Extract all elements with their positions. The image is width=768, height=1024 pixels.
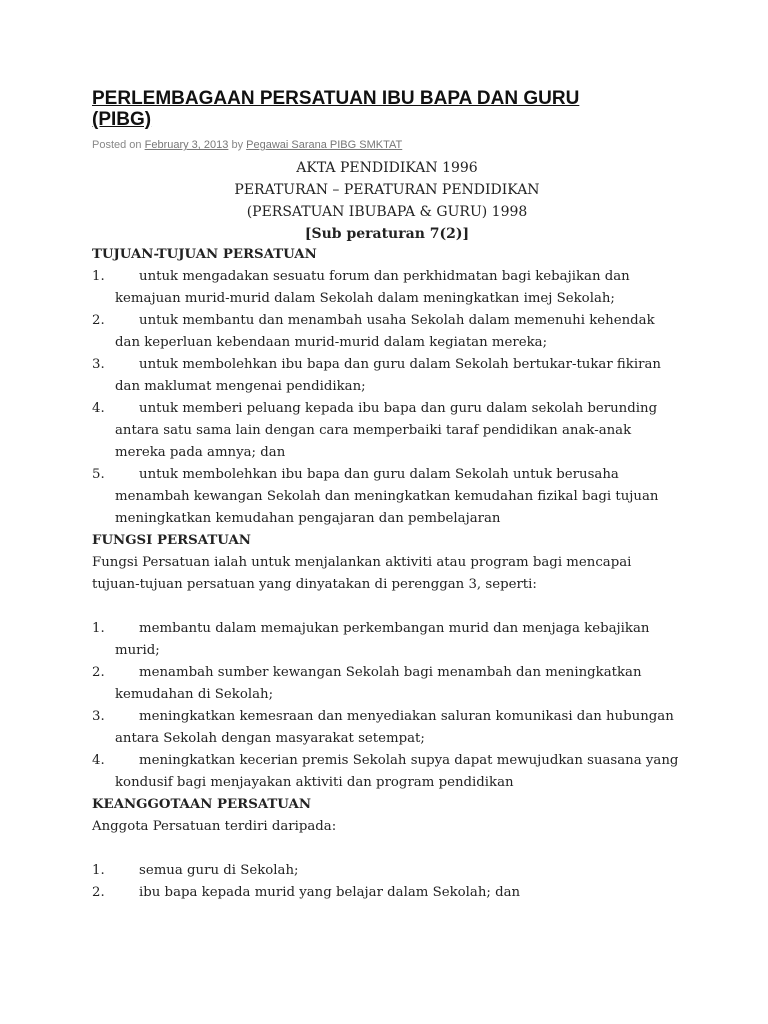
- list-text: semua guru di Sekolah;: [139, 863, 299, 878]
- list-item: [92, 706, 682, 750]
- fungsi-list: [92, 618, 682, 794]
- list-number: 5.: [92, 467, 105, 482]
- list-text: meningkatkan kecerian premis Sekolah supya dapat mewujudkan suasana yang kondusif bagi menjayakan aktiviti dan program pendidikan: [115, 753, 679, 790]
- list-number: 1.: [92, 269, 105, 284]
- list-number: 1.: [92, 621, 105, 636]
- list-item: [92, 354, 682, 398]
- post-author-link[interactable]: Pegawai Sarana PIBG SMKTAT: [246, 139, 403, 151]
- list-number: 1.: [92, 863, 105, 878]
- act-heading-line: AKTA PENDIDIKAN 1996: [296, 160, 478, 176]
- act-heading: [92, 157, 682, 245]
- keanggotaan-list: [92, 860, 682, 904]
- by-label: by: [231, 139, 244, 151]
- section-title-keanggotaan: KEANGGOTAAN PERSATUAN: [92, 797, 311, 812]
- list-text: menambah sumber kewangan Sekolah bagi menambah dan meningkatkan kemudahan di Sekolah;: [115, 665, 642, 702]
- list-number: 3.: [92, 709, 105, 724]
- list-number: 2.: [92, 885, 105, 900]
- list-item: [92, 662, 682, 706]
- list-text: meningkatkan kemesraan dan menyediakan saluran komunikasi dan hubungan antara Sekolah dengan masyarakat setempat;: [115, 709, 674, 746]
- act-heading-line: (PERSATUAN IBUBAPA & GURU) 1998: [246, 204, 528, 220]
- list-text: untuk memberi peluang kepada ibu bapa dan guru dalam sekolah berunding antara satu sama lain dengan cara memperbaiki taraf pendidikan anak-anak mereka pada amnya; dan: [115, 401, 658, 460]
- post-date-link[interactable]: February 3, 2013: [144, 139, 229, 151]
- tujuan-list: [92, 266, 682, 530]
- list-item: [92, 310, 682, 354]
- list-text: untuk membolehkan ibu bapa dan guru dalam Sekolah untuk berusaha menambah kewangan Sekolah dan meningkatkan kemudahan fizikal bagi tujuan meningkatkan kemudahan pengajaran dan pembelajaran: [115, 467, 659, 526]
- fungsi-intro: Fungsi Persatuan ialah untuk menjalankan aktiviti atau program bagi mencapai tujuan-tujuan persatuan yang dinyatakan di perenggan 3, seperti:: [92, 555, 632, 592]
- list-number: 4.: [92, 401, 105, 416]
- list-number: 2.: [92, 313, 105, 328]
- list-number: 3.: [92, 357, 105, 372]
- post-title[interactable]: PERLEMBAGAAN PERSATUAN IBU BAPA DAN GURU (PIBG): [92, 88, 580, 130]
- list-number: 2.: [92, 665, 105, 680]
- list-item: [92, 464, 682, 530]
- list-item: [92, 860, 682, 882]
- section-title-tujuan: TUJUAN-TUJUAN PERSATUAN: [92, 247, 317, 262]
- list-item: [92, 266, 682, 310]
- posted-on-label: Posted on: [92, 139, 142, 151]
- act-heading-line: [Sub peraturan 7(2)]: [304, 226, 470, 242]
- list-item: [92, 882, 682, 904]
- list-text: membantu dalam memajukan perkembangan murid dan menjaga kebajikan murid;: [115, 621, 650, 658]
- section-title-fungsi: FUNGSI PERSATUAN: [92, 533, 251, 548]
- list-text: untuk membolehkan ibu bapa dan guru dalam Sekolah bertukar-tukar fikiran dan maklumat mengenai pendidikan;: [115, 357, 661, 394]
- post-meta: [92, 139, 402, 151]
- list-item: [92, 618, 682, 662]
- keanggotaan-intro: Anggota Persatuan terdiri daripada:: [92, 819, 337, 834]
- list-item: [92, 750, 682, 794]
- list-item: [92, 398, 682, 464]
- list-text: untuk mengadakan sesuatu forum dan perkhidmatan bagi kebajikan dan kemajuan murid-murid dalam Sekolah dalam meningkatkan imej Sekolah;: [115, 269, 630, 306]
- list-text: untuk membantu dan menambah usaha Sekolah dalam memenuhi kehendak dan keperluan kebendaan murid-murid dalam kegiatan mereka;: [115, 313, 655, 350]
- list-text: ibu bapa kepada murid yang belajar dalam Sekolah; dan: [139, 885, 521, 900]
- act-heading-line: PERATURAN – PERATURAN PENDIDIKAN: [234, 182, 540, 198]
- document-body: [92, 244, 682, 904]
- list-number: 4.: [92, 753, 105, 768]
